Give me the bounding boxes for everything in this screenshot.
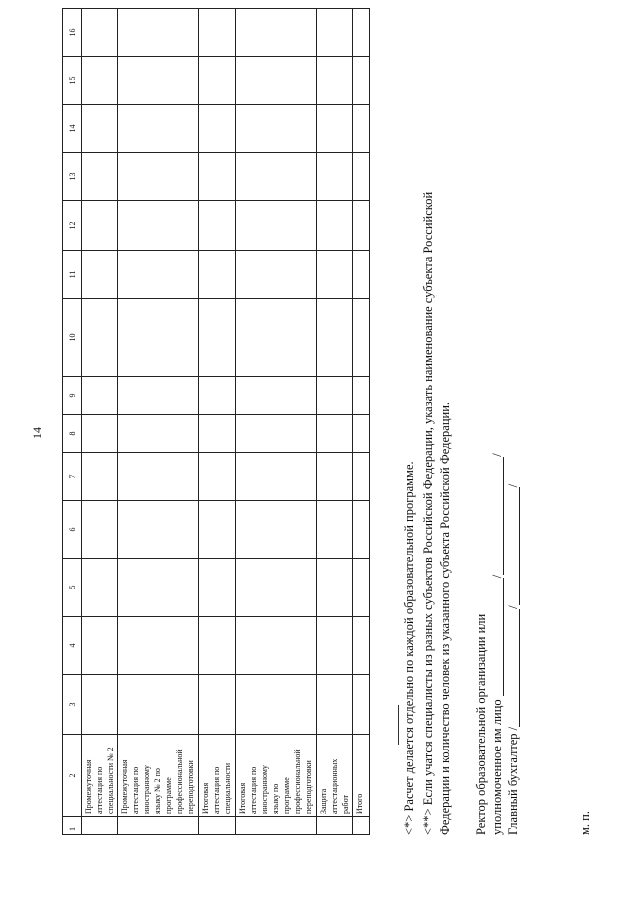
- table-cell: [199, 817, 235, 835]
- signature-blank: [491, 578, 504, 696]
- table-cell: [199, 377, 235, 415]
- footnote-1: <*> Расчет делается отдельно по каждой образовательной программе.: [402, 461, 416, 835]
- table-cell: [353, 675, 370, 735]
- table-cell: [235, 201, 316, 251]
- slash-separator: /: [490, 574, 504, 579]
- table-cell: [82, 201, 118, 251]
- table-cell: [316, 817, 352, 835]
- table-cell: [82, 251, 118, 299]
- column-number: 2: [63, 735, 82, 817]
- rector-subtitle: уполномоченное им лицо: [490, 699, 504, 835]
- table-cell: [353, 453, 370, 501]
- column-number: 7: [63, 453, 82, 501]
- table-cell: [82, 559, 118, 617]
- table-cell: [118, 153, 199, 201]
- table-cell: [235, 153, 316, 201]
- table-cell: [235, 57, 316, 105]
- table-cell: [316, 453, 352, 501]
- table-cell: [82, 57, 118, 105]
- table-cell: [235, 299, 316, 377]
- table-cell: [316, 377, 352, 415]
- table-cell: [316, 675, 352, 735]
- signature-blank: [507, 609, 520, 727]
- table-cell: [353, 251, 370, 299]
- table-cell: [82, 105, 118, 153]
- table-cell: [199, 453, 235, 501]
- row-label: Промежуточная аттестация по специальности № 2: [82, 735, 118, 817]
- table-cell: [316, 57, 352, 105]
- table-cell: [353, 377, 370, 415]
- row-label: Защита аттестационных работ: [316, 735, 352, 817]
- table-cell: [235, 453, 316, 501]
- rector-title: Ректор образовательной организации или: [474, 613, 488, 835]
- table-cell: [118, 251, 199, 299]
- rector-signature-line: [490, 453, 504, 835]
- table-cell: [316, 415, 352, 453]
- table-row: [316, 9, 352, 835]
- column-number: 3: [63, 675, 82, 735]
- table-cell: [118, 9, 199, 57]
- table-cell: [118, 675, 199, 735]
- table-cell: [199, 617, 235, 675]
- column-number: 9: [63, 377, 82, 415]
- table-cell: [316, 201, 352, 251]
- table-cell: [118, 453, 199, 501]
- row-label: Итого: [353, 735, 370, 817]
- table-cell: [353, 201, 370, 251]
- table-cell: [353, 817, 370, 835]
- table-cell: [82, 9, 118, 57]
- table-cell: [199, 153, 235, 201]
- table-row: [199, 9, 235, 835]
- table-cell: [235, 501, 316, 559]
- table-cell: [118, 377, 199, 415]
- table-cell: [316, 617, 352, 675]
- slash-separator: /: [506, 726, 520, 731]
- name-blank: [507, 487, 520, 605]
- table-cell: [316, 9, 352, 57]
- table-cell: [118, 501, 199, 559]
- name-blank: [491, 457, 504, 575]
- table-cell: [316, 501, 352, 559]
- table-cell: [235, 817, 316, 835]
- table-cell: [199, 559, 235, 617]
- row-label: Итоговая аттестация по специальности: [199, 735, 235, 817]
- table-cell: [316, 559, 352, 617]
- table-cell: [316, 105, 352, 153]
- column-number: 6: [63, 501, 82, 559]
- table-cell: [235, 415, 316, 453]
- column-number: 16: [63, 9, 82, 57]
- table-cell: [82, 299, 118, 377]
- accountant-title: Главный бухгалтер: [506, 733, 520, 835]
- footnote-2-continued: Федерации и количество человек из указанного субъекта Российской Федерации.: [438, 401, 452, 835]
- page-number: 14: [30, 427, 44, 439]
- table-cell: [353, 153, 370, 201]
- table-row: [82, 9, 118, 835]
- table-cell: [118, 105, 199, 153]
- table-cell: [118, 617, 199, 675]
- table-cell: [82, 415, 118, 453]
- table-cell: [199, 299, 235, 377]
- column-number: 4: [63, 617, 82, 675]
- table-cell: [353, 415, 370, 453]
- data-table: [62, 8, 370, 835]
- table-cell: [235, 617, 316, 675]
- accountant-signature-line: [506, 484, 520, 835]
- table-cell: [82, 817, 118, 835]
- table-cell: [353, 9, 370, 57]
- table-cell: [199, 675, 235, 735]
- table-cell: [82, 675, 118, 735]
- table-cell: [118, 201, 199, 251]
- table-cell: [82, 501, 118, 559]
- table-cell: [316, 299, 352, 377]
- table-cell: [118, 415, 199, 453]
- table-cell: [235, 675, 316, 735]
- table-cell: [199, 201, 235, 251]
- column-number: 10: [63, 299, 82, 377]
- table-cell: [118, 57, 199, 105]
- footnote-divider: [398, 705, 399, 745]
- table-cell: [82, 617, 118, 675]
- column-number: 5: [63, 559, 82, 617]
- slash-separator: /: [490, 453, 504, 457]
- table-cell: [199, 501, 235, 559]
- table-cell: [353, 105, 370, 153]
- column-number: 13: [63, 153, 82, 201]
- table-row-total: [353, 9, 370, 835]
- footnote-2: <**> Если учатся специалисты из разных субъектов Российской Федерации, указать наименование субъекта Российской: [421, 191, 435, 835]
- table-row: [118, 9, 199, 835]
- table-cell: [353, 617, 370, 675]
- slash-separator: /: [506, 483, 520, 488]
- table-cell: [199, 57, 235, 105]
- table-cell: [316, 251, 352, 299]
- row-label: Итоговая аттестация по иностранному языку по программе профессиональной переподготовки: [235, 735, 316, 817]
- table-cell: [82, 453, 118, 501]
- table-cell: [353, 559, 370, 617]
- column-number: 12: [63, 201, 82, 251]
- column-number: 15: [63, 57, 82, 105]
- table-cell: [118, 559, 199, 617]
- table-cell: [235, 105, 316, 153]
- slash-separator: /: [506, 605, 520, 609]
- table-cell: [199, 415, 235, 453]
- table-cell: [118, 299, 199, 377]
- table-cell: [199, 105, 235, 153]
- table-cell: [199, 9, 235, 57]
- table-cell: [235, 9, 316, 57]
- table-cell: [118, 817, 199, 835]
- row-label: Промежуточная аттестация по иностранному языку № 2 по программе профессиональной переподготовки: [118, 735, 199, 817]
- table-cell: [353, 57, 370, 105]
- table-header-row: [63, 9, 82, 835]
- column-number: 8: [63, 415, 82, 453]
- table-cell: [235, 377, 316, 415]
- table-cell: [235, 251, 316, 299]
- table-cell: [316, 153, 352, 201]
- column-number: 1: [63, 817, 82, 835]
- table-cell: [82, 377, 118, 415]
- column-number: 11: [63, 251, 82, 299]
- table-cell: [353, 299, 370, 377]
- stamp-place: м. п.: [578, 811, 592, 835]
- table-cell: [235, 559, 316, 617]
- table-cell: [199, 251, 235, 299]
- table-row: [235, 9, 316, 835]
- table-cell: [82, 153, 118, 201]
- column-number: 14: [63, 105, 82, 153]
- table-cell: [353, 501, 370, 559]
